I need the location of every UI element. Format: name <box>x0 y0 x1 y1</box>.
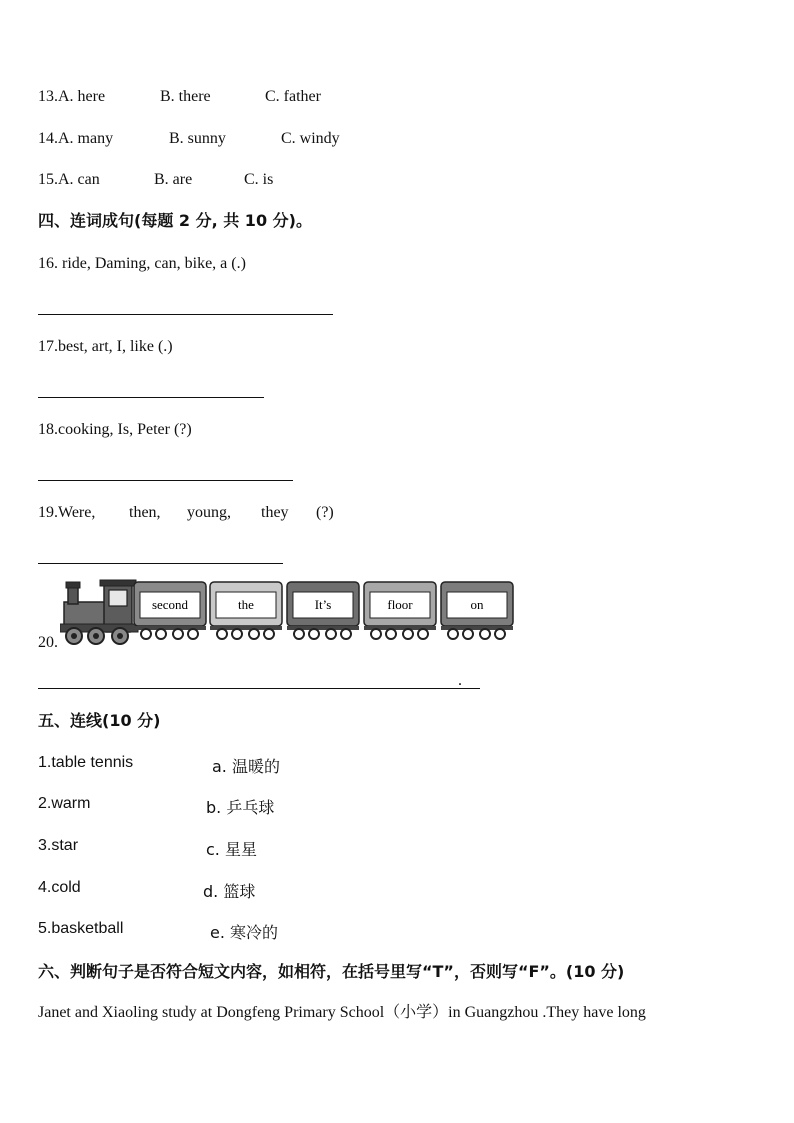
question-number: 13. <box>38 88 58 105</box>
match-right-b[interactable]: b. 乒乓球 <box>206 798 275 817</box>
option-b: B. are <box>154 171 193 188</box>
section4-heading: 四、连词成句(每题 2 分, 共 10 分)。 <box>38 211 312 230</box>
choice-row-15 <box>38 170 274 190</box>
train-car <box>287 582 359 639</box>
section6-heading: 六、判断句子是否符合短文内容，如相符，在括号里写“T”，否则写“F”。(10 分) <box>38 962 625 981</box>
answer-line-18[interactable] <box>38 480 293 481</box>
answer-line-16[interactable] <box>38 314 333 315</box>
match-right-e[interactable]: e. 寒冷的 <box>210 923 279 942</box>
question-number: 14. <box>38 130 58 147</box>
option-b: B. there <box>160 88 211 105</box>
option-b: B. sunny <box>169 130 226 147</box>
question-18: 18.cooking, Is, Peter (?) <box>38 421 192 438</box>
match-right-d[interactable]: d. 篮球 <box>203 882 256 901</box>
question-17: 17.best, art, I, like (.) <box>38 338 173 355</box>
option-a: A. many <box>58 130 114 147</box>
word: Were, <box>58 504 96 521</box>
option-a: A. here <box>58 88 106 105</box>
question-number: 15. <box>38 171 58 188</box>
locomotive-icon <box>60 580 138 644</box>
option-c: C. father <box>265 88 321 105</box>
word: young, <box>187 504 231 521</box>
match-left-1[interactable]: 1.table tennis <box>38 754 134 771</box>
train-car <box>134 582 206 639</box>
question-number: 19. <box>38 504 58 521</box>
car-word-2: the <box>238 597 254 612</box>
match-left-3[interactable]: 3.star <box>38 837 79 854</box>
match-left-5[interactable]: 5.basketball <box>38 920 124 937</box>
word: they <box>261 504 289 521</box>
train-illustration <box>60 578 520 648</box>
word: then, <box>129 504 161 521</box>
question-20-number: 20. <box>38 634 58 651</box>
option-c: C. is <box>244 171 274 188</box>
car-word-4: floor <box>387 597 413 612</box>
choice-row-13 <box>38 87 321 107</box>
option-c: C. windy <box>281 130 340 147</box>
choice-row-14 <box>38 129 340 149</box>
match-right-a[interactable]: a. 温暖的 <box>212 757 280 776</box>
car-word-1: second <box>151 597 189 612</box>
question-16: 16. ride, Daming, can, bike, a (.) <box>38 255 246 272</box>
passage-line: Janet and Xiaoling study at Dongfeng Primary School（小学）in Guangzhou .They have long <box>38 1004 646 1021</box>
answer-end-period: . <box>458 672 462 689</box>
section5-heading: 五、连线(10 分) <box>38 711 161 730</box>
question-19 <box>38 503 334 523</box>
answer-line-20[interactable] <box>38 688 480 689</box>
match-left-2[interactable]: 2.warm <box>38 795 91 812</box>
car-word-5: on <box>470 597 484 612</box>
match-left-4[interactable]: 4.cold <box>38 879 81 896</box>
train-car <box>210 582 282 639</box>
match-right-c[interactable]: c. 星星 <box>206 840 257 859</box>
train-car <box>441 582 513 639</box>
car-word-3: It’s <box>314 597 332 612</box>
answer-line-19[interactable] <box>38 563 283 564</box>
train-car <box>364 582 436 639</box>
word: (?) <box>316 504 334 521</box>
answer-line-17[interactable] <box>38 397 264 398</box>
option-a: A. can <box>58 171 100 188</box>
